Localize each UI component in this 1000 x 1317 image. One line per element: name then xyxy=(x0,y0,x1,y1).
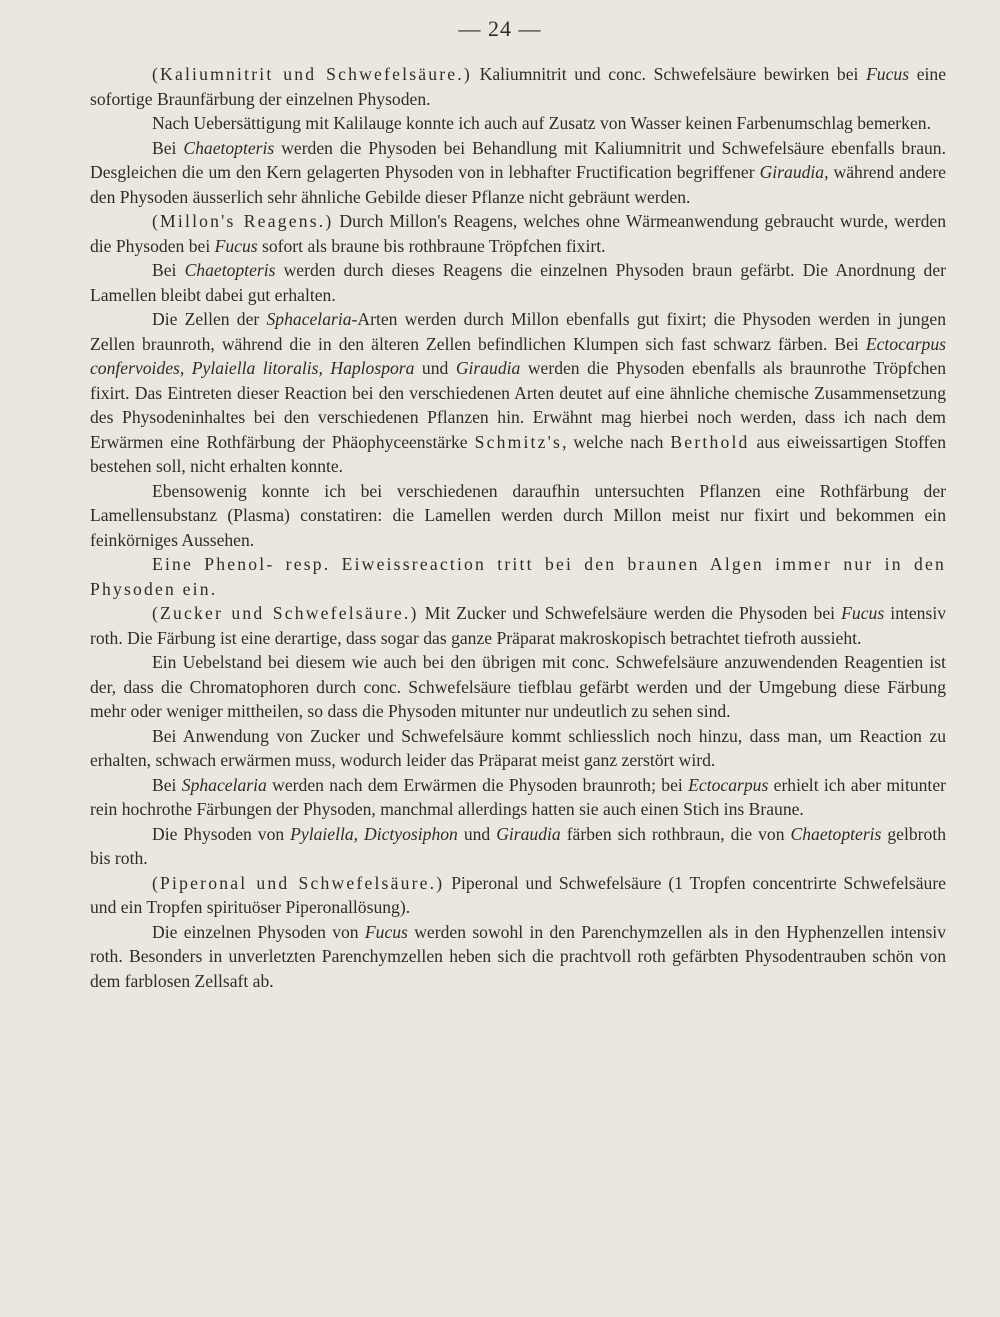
text-run: gelbroth bis roth. xyxy=(90,823,947,868)
text-run: Durch Millon's Reagens, welches ohne Wärmeanwendung gebraucht wurde, werden die Physoden bei xyxy=(90,211,946,256)
text-run: , welche nach xyxy=(562,431,671,452)
text-run: werden sowohl in den Parenchymzellen als in den Hyphenzellen intensiv roth. Besonders in unverletzten Parenchymzellen heben sich die prachtvoll roth gefärbten Physodentrauben schön von dem farblosen Zellsaft ab. xyxy=(90,921,946,991)
paragraph xyxy=(90,307,946,479)
paragraph xyxy=(90,62,946,111)
paragraph xyxy=(90,822,946,871)
paragraph xyxy=(90,871,946,920)
text-run: erhielt ich aber mitunter rein hochrothe Färbungen der Physoden, manchmal allerdings hatten sie auch einen Stich ins Braune. xyxy=(90,774,946,819)
text-run: und xyxy=(457,823,497,844)
text-run: Ein Uebelstand bei diesem wie auch bei den übrigen mit conc. Schwefelsäure anzuwendenden Reagentien ist der, dass die Chromatophoren durch conc. Schwefelsäure tiefblau gefärbt werden und der Umgebung diese Färbung mehr oder weniger mittheilen, so dass die Physoden mitunter nur undeutlich zu sehen sind. xyxy=(90,652,946,721)
text-run: Bei xyxy=(152,260,185,280)
italic-text: Sphacelaria xyxy=(266,309,352,329)
text-run: während andere den Physoden äusserlich sehr ähnliche Gebilde dieser Pflanze nicht gebräunt werden. xyxy=(90,162,946,207)
italic-text: Ectocarpus xyxy=(688,774,769,795)
italic-text: Chaetopteris xyxy=(184,260,276,280)
text-run: Ebensowenig konnte ich bei verschiedenen daraufhin untersuchten Pflanzen eine Rothfärbung der Lamellensubstanz (Plasma) constatiren: die Lamellen werden durch Millon meist nur fixirt und bekommen ein feinkörniges Aussehen. xyxy=(90,480,946,550)
paragraph xyxy=(90,136,946,210)
text-run: werden die Physoden ebenfalls als braunrothe Tröpfchen fixirt. Das Eintreten dieser Reaction bei den verschiedenen Arten deutet auf eine ähnliche chemische Zusammensetzung des Physodeninhaltes bei den verschiedenen Pflanzen hin. Erwähnt mag hierbei noch werden, dass ich nach dem Erwärmen eine Rothfärbung der Phäophyceenstärke xyxy=(90,358,946,452)
spaced-text: Schmitz's xyxy=(474,431,563,452)
text-run: werden die Physoden bei Behandlung mit Kaliumnitrit und Schwefelsäure ebenfalls braun. Desgleichen die um den Kern gelagerten Physoden von in lebhafter Fructification begriffener xyxy=(90,137,946,182)
spaced-text: Berthold xyxy=(670,431,750,452)
body-text xyxy=(90,62,946,993)
text-run: Bei xyxy=(152,137,184,158)
text-run: eine sofortige Braunfärbung der einzelnen Physoden. xyxy=(90,64,947,109)
text-run: Nach Uebersättigung mit Kalilauge konnte ich auch auf Zusatz von Wasser keinen Farbenumschlag bemerken. xyxy=(152,113,931,133)
italic-text: Fucus xyxy=(841,603,885,623)
paragraph xyxy=(90,552,946,601)
paragraph xyxy=(90,650,946,724)
text-run: Bei Anwendung von Zucker und Schwefelsäure kommt schliesslich noch hinzu, dass man, um Reaction zu erhalten, schwach erwärmen muss, wodurch leider das Präparat meist ganz zerstört wird. xyxy=(90,725,946,770)
paragraph xyxy=(90,209,946,258)
spaced-text: (Zucker und Schwefelsäure.) xyxy=(152,603,419,623)
italic-text: Fucus xyxy=(214,235,258,256)
paragraph xyxy=(90,479,946,553)
text-run: Die Physoden von xyxy=(152,823,291,844)
text-run: färben sich rothbraun, die von xyxy=(560,823,791,844)
paragraph xyxy=(90,601,946,650)
text-run: werden durch dieses Reagens die einzelnen Physoden braun gefärbt. Die Anordnung der Lamellen bleibt dabei gut erhalten. xyxy=(90,260,946,305)
paragraph xyxy=(90,258,946,307)
italic-text: Giraudia xyxy=(455,358,521,378)
italic-text: Fucus xyxy=(364,921,408,942)
text-run: intensiv roth. Die Färbung ist eine derartige, dass sogar das ganze Präparat makroskopisch betrachtet tiefroth aussieht. xyxy=(90,603,947,648)
text-run: und xyxy=(414,358,456,378)
text-run: -Arten werden durch Millon ebenfalls gut fixirt; die Physoden werden in jungen Zellen braunroth, während die in den älteren Zellen befindlichen Klumpen sich fast schwarz färben. Bei xyxy=(90,309,946,354)
text-run: Die einzelnen Physoden von xyxy=(152,921,365,942)
text-run: Piperonal und Schwefelsäure (1 Tropfen concentrirte Schwefelsäure und ein Tropfen spirituöser Piperonallösung). xyxy=(90,872,946,917)
italic-text: Chaetopteris xyxy=(183,137,275,158)
paragraph xyxy=(90,920,946,994)
italic-text: Ectocarpus confervoides, Pylaiella litoralis, Haplospora xyxy=(90,333,946,378)
page-number: — 24 — xyxy=(458,16,542,41)
italic-text: Sphacelaria xyxy=(181,774,267,795)
italic-text: Pylaiella, Dictyosiphon xyxy=(290,823,458,844)
italic-text: Chaetopteris xyxy=(790,823,882,844)
text-run: Die Zellen der xyxy=(152,309,267,329)
paragraph xyxy=(90,111,946,136)
spaced-text: (Kaliumnitrit und Schwefelsäure.) xyxy=(152,64,472,84)
text-run: aus eiweissartigen Stoffen bestehen soll, nicht erhalten konnte. xyxy=(90,431,946,476)
italic-text: Giraudia, xyxy=(759,162,829,182)
spaced-text: Eine Phenol- resp. Eiweissreaction tritt bei den braunen Algen immer nur in den Physoden ein. xyxy=(90,554,946,599)
text-run: Bei xyxy=(152,774,182,795)
paragraph xyxy=(90,724,946,773)
spaced-text: (Piperonal und Schwefelsäure.) xyxy=(152,872,445,893)
text-run: werden nach dem Erwärmen die Physoden braunroth; bei xyxy=(266,774,689,795)
italic-text: Giraudia xyxy=(496,823,561,844)
paragraph xyxy=(90,773,946,822)
spaced-text: (Millon's Reagens.) xyxy=(152,211,334,231)
text-run: Mit Zucker und Schwefelsäure werden die Physoden bei xyxy=(418,603,842,623)
text-run: sofort als braune bis rothbraune Tröpfchen fixirt. xyxy=(257,235,606,256)
text-run: Kaliumnitrit und conc. Schwefelsäure bewirken bei xyxy=(471,64,867,84)
italic-text: Fucus xyxy=(866,64,910,84)
